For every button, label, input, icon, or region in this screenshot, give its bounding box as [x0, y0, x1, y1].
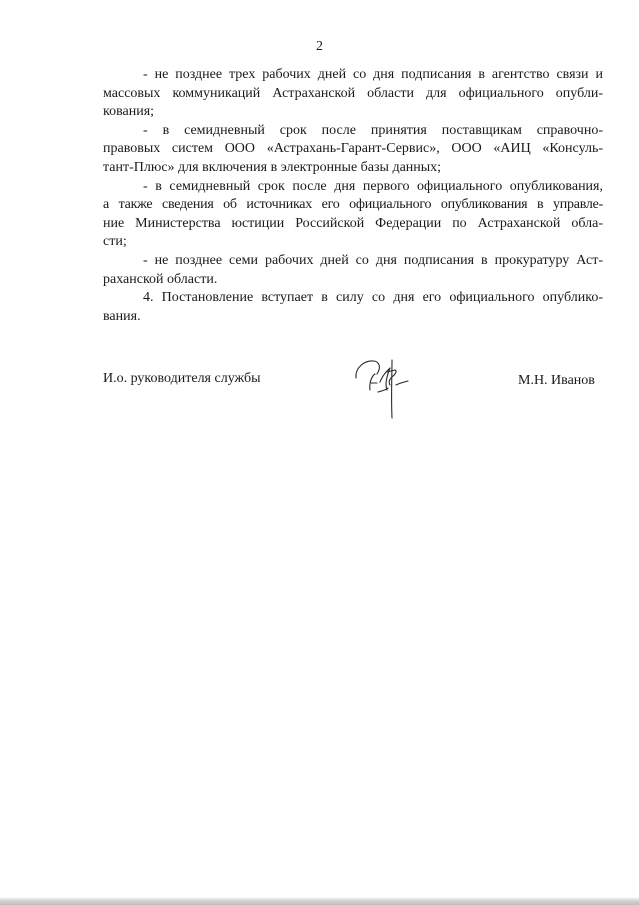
text-line: массовых коммуникаций Астраханской области для официального опубли- [103, 85, 603, 101]
signatory-name: М.Н. Иванов [518, 373, 595, 388]
text-line: кования; [103, 104, 155, 120]
text-line: сти; [103, 234, 127, 250]
text-line: - не позднее семи рабочих дней со дня подписания в прокуратуру Аст- [143, 252, 603, 268]
document-body [103, 66, 603, 326]
paragraph-prosecutor [103, 252, 603, 289]
text-line: ние Министерства юстиции Российской Федерации по Астраханской обла- [103, 215, 603, 231]
text-line: вания. [103, 308, 141, 324]
text-line: - в семидневный срок после дня первого официального опубликования, [143, 178, 603, 194]
text-line: правовых систем ООО «Астрахань-Гарант-Сервис», ООО «АИЦ «Консуль- [103, 141, 603, 157]
paragraph-deadline-agency [103, 66, 603, 122]
text-line: - не позднее трех рабочих дней со дня подписания в агентство связи и [143, 67, 603, 82]
paragraph-ministry-of-justice [103, 178, 603, 252]
text-line: тант-Плюс» для включения в электронные базы данных; [103, 159, 442, 175]
text-line: - в семидневный срок после принятия поставщикам справочно- [143, 122, 603, 138]
paragraph-entry-into-force [103, 289, 603, 326]
page-number: 2 [316, 39, 323, 54]
scan-bottom-edge [0, 897, 639, 905]
signatory-role: И.о. руководителя службы [103, 371, 261, 386]
text-line: 4. Постановление вступает в силу со дня его официального опублико- [143, 290, 603, 306]
text-line: а также сведения об источниках его официального опубликования в управле- [103, 197, 603, 213]
paragraph-legal-systems [103, 122, 603, 178]
handwritten-signature-icon [350, 352, 420, 422]
text-line: раханской области. [103, 271, 218, 287]
